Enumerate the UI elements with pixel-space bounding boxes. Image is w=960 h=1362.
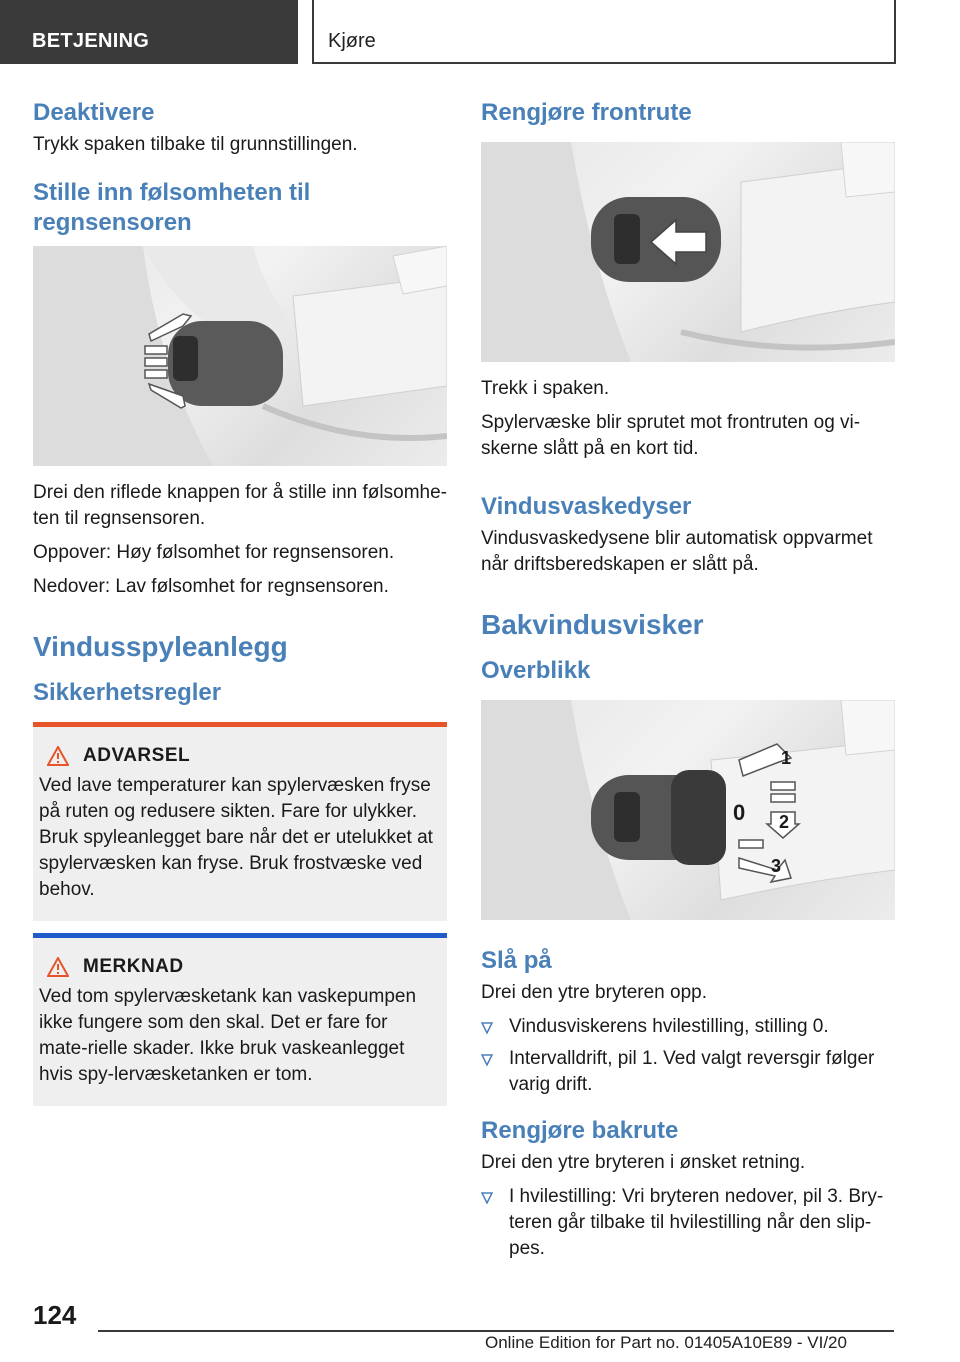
warning-text: Ved lave temperaturer kan spylervæsken fryse på ruten og redusere sikten. Fare for ulykker. Bruk spyleanlegget bare når det er utelukket at spylervæsken kan fryse. Bruk frostvæske ved behov.	[39, 775, 433, 900]
position-1-label: 1	[781, 748, 792, 768]
section-tab: BETJENING	[0, 0, 298, 64]
warning-title: ADVARSEL	[83, 745, 191, 766]
deactivate-heading: Deaktivere	[33, 99, 155, 126]
page-number: 124	[33, 1300, 77, 1330]
list-item: Vindusviskerens hvilestilling, stilling 0.	[481, 1014, 895, 1040]
warning-box	[33, 722, 447, 921]
left-column	[33, 98, 447, 1118]
triangle-bullet-icon	[481, 1054, 493, 1066]
spray-text: Spylervæske blir sprutet mot frontruten og vi-skerne slått på en kort tid.	[481, 412, 861, 459]
pull-text: Trekk i spaken.	[481, 378, 610, 399]
windshield-washer-figure	[481, 142, 895, 362]
note-icon	[47, 957, 69, 977]
note-box	[33, 933, 447, 1106]
rear-wiper-heading: Bakvindusvisker	[481, 609, 704, 640]
position-2-label: 2	[779, 812, 790, 832]
warning-icon	[47, 746, 69, 766]
clean-rear-heading: Rengjøre bakrute	[481, 1117, 679, 1144]
list-item: I hvilestilling: Vri bryteren nedover, pil 3. Bry-teren går tilbake til hvilestilling når den slip-pes.	[481, 1184, 895, 1262]
edition-text: Online Edition for Part no. 01405A10E89 - VI/20	[485, 1333, 847, 1352]
switch-on-text: Drei den ytre bryteren opp.	[481, 982, 708, 1003]
position-0-label: 0	[733, 800, 746, 825]
nozzles-heading: Vindusvaskedyser	[481, 493, 692, 520]
clean-rear-list	[481, 1184, 895, 1262]
clean-windshield-heading: Rengjøre frontrute	[481, 99, 692, 126]
triangle-bullet-icon	[481, 1022, 493, 1034]
deactivate-text: Trykk spaken tilbake til grunnstillingen.	[33, 134, 358, 155]
rain-sensor-figure	[33, 246, 447, 466]
right-column	[481, 98, 895, 1268]
note-text: Ved tom spylervæsketank kan vaskepumpen ikke fungere som den skal. Det er fare for mate-rielle skader. Ikke bruk vaskeanlegget hvis spy-lervæsketanken er tom.	[39, 986, 417, 1085]
clean-rear-text: Drei den ytre bryteren i ønsket retning.	[481, 1152, 806, 1173]
footer-divider	[98, 1330, 894, 1332]
triangle-bullet-icon	[481, 1192, 493, 1204]
rear-wiper-figure	[481, 700, 895, 920]
safety-heading: Sikkerhetsregler	[33, 679, 222, 706]
switch-on-heading: Slå på	[481, 947, 552, 974]
list-item: Intervalldrift, pil 1. Ved valgt reversgir følger varig drift.	[481, 1046, 895, 1098]
note-title: MERKNAD	[83, 956, 184, 977]
sensitivity-text: Drei den riflede knappen for å stille inn følsomhe-ten til regnsensoren.	[33, 482, 447, 529]
overview-heading: Overblikk	[481, 657, 591, 684]
nozzles-text: Vindusvaskedysene blir automatisk oppvarmet når driftsberedskapen er slått på.	[481, 528, 873, 575]
sensitivity-heading: Stille inn følsomheten til regnsensoren	[33, 179, 311, 236]
chapter-title: Kjøre	[312, 0, 896, 64]
sensitivity-down-text: Nedover: Lav følsomhet for regnsensoren.	[33, 576, 389, 597]
washer-heading: Vindusspyleanlegg	[33, 631, 288, 662]
position-3-label: 3	[771, 856, 782, 876]
switch-on-list	[481, 1014, 895, 1098]
sensitivity-up-text: Oppover: Høy følsomhet for regnsensoren.	[33, 542, 395, 563]
